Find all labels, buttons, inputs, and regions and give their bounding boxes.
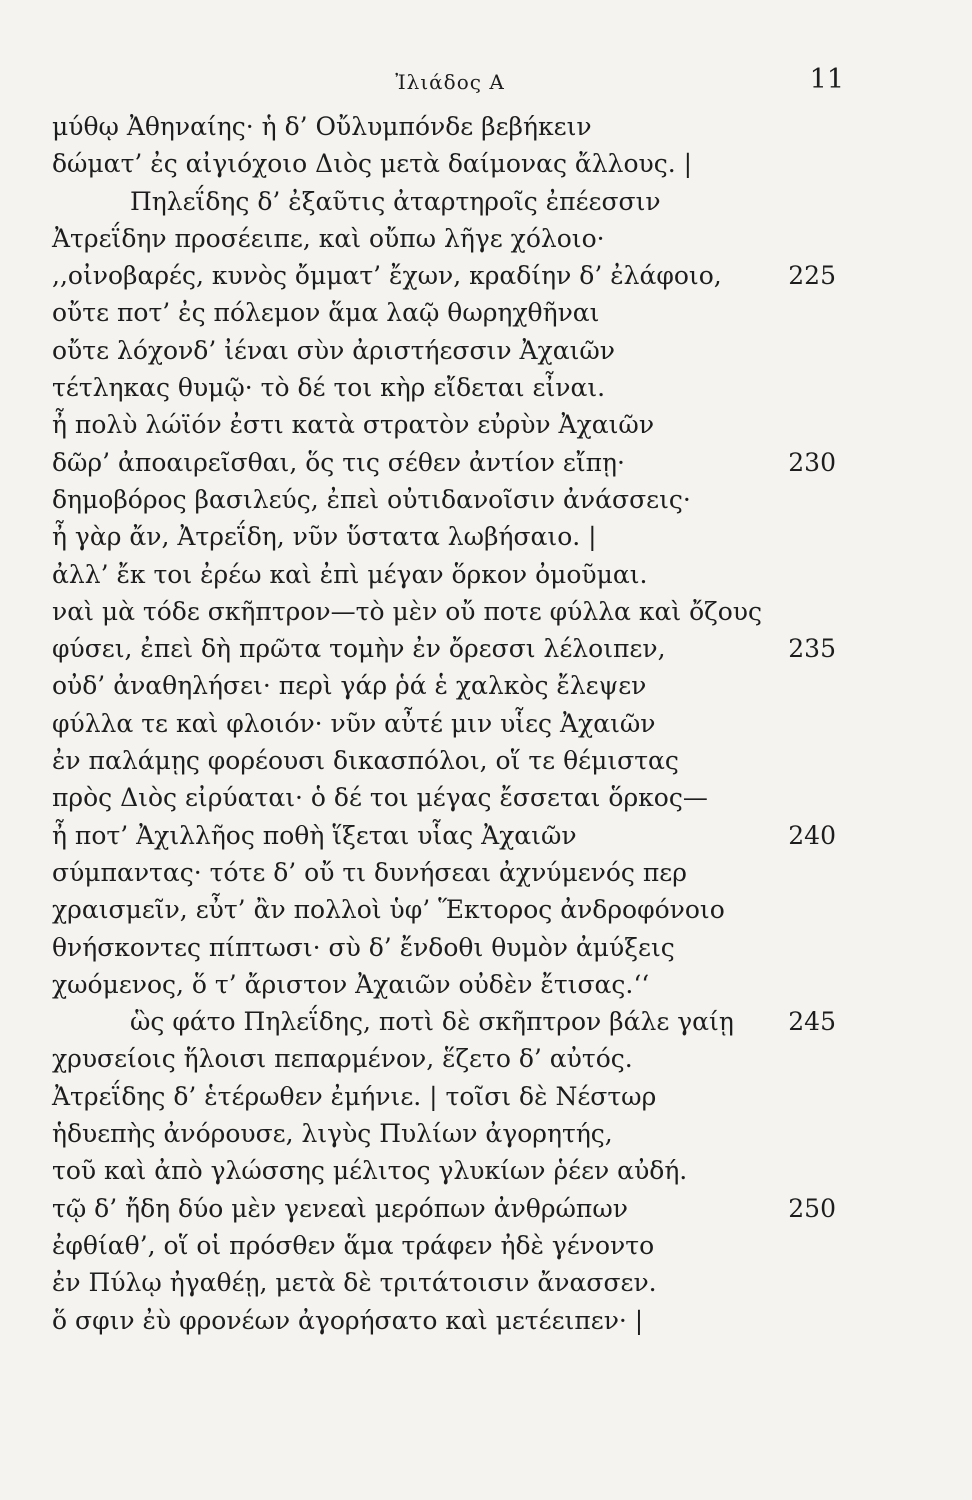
verse-line (0, 891, 972, 928)
verse-line-text: σύμπαντας· τότε δ’ οὔ τι δυνήσεαι ἀχνύμενός περ (52, 857, 687, 887)
verse-line-text: ναὶ μὰ τόδε σκῆπτρον—τὸ μὲν οὔ ποτε φύλλα καὶ ὄζους (52, 596, 762, 626)
verse-line (0, 1003, 972, 1040)
verse-line-text: χραισμεῖν, εὖτ’ ἂν πολλοὶ ὑφ’ Ἕκτορος ἀνδροφόνοιο (52, 895, 725, 925)
verse-line (0, 369, 972, 406)
verse-line-text: τῷ δ’ ἤδη δύο μὲν γενεαὶ μερόπων ἀνθρώπων (52, 1193, 628, 1223)
verse-line-text: Ἀτρεΐδης δ’ ἑτέρωθεν ἐμήνιε. | τοῖσι δὲ Νέστωρ (52, 1081, 657, 1111)
verse-line-text: ἦ πολὺ λώϊόν ἐστι κατὰ στρατὸν εὐρὺν Ἀχαιῶν (52, 410, 655, 440)
verse-line-text: δημοβόρος βασιλεύς, ἐπεὶ οὐτιδανοῖσιν ἀνάσσεις· (52, 484, 691, 514)
verse-line (0, 556, 972, 593)
verse-line (0, 705, 972, 742)
verse-line-text: ὣς φάτο Πηλεΐδης, ποτὶ δὲ σκῆπτρον βάλε γαίῃ (130, 1007, 734, 1037)
verse-line-text: ,,οἰνοβαρές, κυνὸς ὄμματ’ ἔχων, κραδίην δ’ ἐλάφοιο, (52, 261, 722, 291)
verse-line (0, 1115, 972, 1152)
verse-line-text: ἦ γὰρ ἄν, Ἀτρεΐδη, νῦν ὕστατα λωβήσαιο. | (52, 522, 597, 552)
running-title: Ἰλιάδος Α (395, 70, 505, 94)
line-number: 250 (788, 1193, 836, 1223)
verse-line-text: μύθῳ Ἀθηναίης· ἡ δ’ Οὔλυμπόνδε βεβήκειν (52, 112, 592, 141)
verse-line-text: οὐδ’ ἀναθηλήσει· περὶ γάρ ῥά ἑ χαλκὸς ἔλεψεν (52, 671, 647, 701)
line-number: 230 (788, 447, 836, 477)
verse-line (0, 667, 972, 704)
verse-line (0, 481, 972, 518)
verse-line-text: φύσει, ἐπεὶ δὴ πρῶτα τομὴν ἐν ὄρεσσι λέλοιπεν, (52, 634, 666, 664)
verse-line (0, 854, 972, 891)
verse-line (0, 1264, 972, 1301)
verse-line (0, 220, 972, 257)
verse-line (0, 929, 972, 966)
page-number: 11 (809, 64, 844, 95)
line-number: 245 (788, 1007, 836, 1037)
verse-line-text: φύλλα τε καὶ φλοιόν· νῦν αὖτέ μιν υἷες Ἀχαιῶν (52, 708, 656, 738)
verse-line-text: ἐφθίαθ’, οἵ οἱ πρόσθεν ἅμα τράφεν ἠδὲ γένοντο (52, 1230, 655, 1260)
verse-line-text: δώματ’ ἐς αἰγιόχοιο Διὸς μετὰ δαίμονας ἄλλους. | (52, 149, 693, 179)
verse-line (0, 966, 972, 1003)
verse-line (0, 183, 972, 220)
verse-line-text: ἦ ποτ’ Ἀχιλλῆος ποθὴ ἵξεται υἷας Ἀχαιῶν (52, 820, 577, 850)
verse-line (0, 742, 972, 779)
verse-line (0, 1302, 972, 1339)
verse-line-text: χωόμενος, ὅ τ’ ἄριστον Ἀχαιῶν οὐδὲν ἔτισας.‘‘ (52, 969, 650, 999)
verse-line-text: οὔτε λόχονδ’ ἰέναι σὺν ἀριστήεσσιν Ἀχαιῶν (52, 335, 615, 365)
verse-line-text: χρυσείοις ἥλοισι πεπαρμένον, ἕζετο δ’ αὐτός. (52, 1044, 633, 1074)
verse-line-text: Πηλεΐδης δ’ ἐξαῦτις ἀταρτηροῖς ἐπέεσσιν (130, 186, 661, 216)
verse-line (0, 1227, 972, 1264)
verse-line-text: ἀλλ’ ἔκ τοι ἐρέω καὶ ἐπὶ μέγαν ὅρκον ὀμοῦμαι. (52, 559, 648, 589)
verse-line (0, 1040, 972, 1077)
verse-line-text: ἐν παλάμῃς φορέουσι δικασπόλοι, οἵ τε θέμιστας (52, 746, 679, 776)
verse-line (0, 444, 972, 481)
verse-line-text: οὔτε ποτ’ ἐς πόλεμον ἅμα λαῷ θωρηχθῆναι (52, 298, 600, 328)
page-header (0, 62, 972, 102)
verse-line (0, 294, 972, 331)
verse-line-text: Ἀτρεΐδην προσέειπε, καὶ οὔπω λῆγε χόλοιο· (52, 223, 605, 253)
verse-text (0, 108, 972, 1339)
verse-line-text: δῶρ’ ἀποαιρεῖσθαι, ὅς τις σέθεν ἀντίον εἴπῃ· (52, 447, 625, 477)
line-number: 235 (788, 634, 836, 664)
line-number: 225 (788, 261, 836, 291)
verse-line (0, 257, 972, 294)
verse-line-text: ἡδυεπὴς ἀνόρουσε, λιγὺς Πυλίων ἀγορητής, (52, 1119, 613, 1149)
verse-line (0, 593, 972, 630)
verse-line-text: θνήσκοντες πίπτωσι· σὺ δ’ ἔνδοθι θυμὸν ἀμύξεις (52, 932, 675, 962)
verse-line (0, 817, 972, 854)
verse-line-text: ἐν Πύλῳ ἠγαθέῃ, μετὰ δὲ τριτάτοισιν ἄνασσεν. (52, 1268, 657, 1298)
verse-line (0, 1152, 972, 1189)
verse-line (0, 108, 972, 145)
verse-line-text: τέτληκας θυμῷ· τὸ δέ τοι κὴρ εἴδεται εἶναι. (52, 373, 606, 403)
verse-line-text: ὅ σφιν ἐὺ φρονέων ἀγορήσατο καὶ μετέειπεν· | (52, 1305, 644, 1335)
verse-line (0, 779, 972, 816)
verse-line (0, 1190, 972, 1227)
verse-line-text: τοῦ καὶ ἀπὸ γλώσσης μέλιτος γλυκίων ῥέεν αὐδή. (52, 1156, 688, 1186)
verse-line (0, 518, 972, 555)
verse-line-text: πρὸς Διὸς εἰρύαται· ὁ δέ τοι μέγας ἔσσεται ὅρκος— (52, 783, 708, 813)
verse-line (0, 630, 972, 667)
verse-line (0, 406, 972, 443)
verse-line (0, 145, 972, 182)
verse-line (0, 332, 972, 369)
line-number: 240 (788, 820, 836, 850)
verse-line (0, 1078, 972, 1115)
